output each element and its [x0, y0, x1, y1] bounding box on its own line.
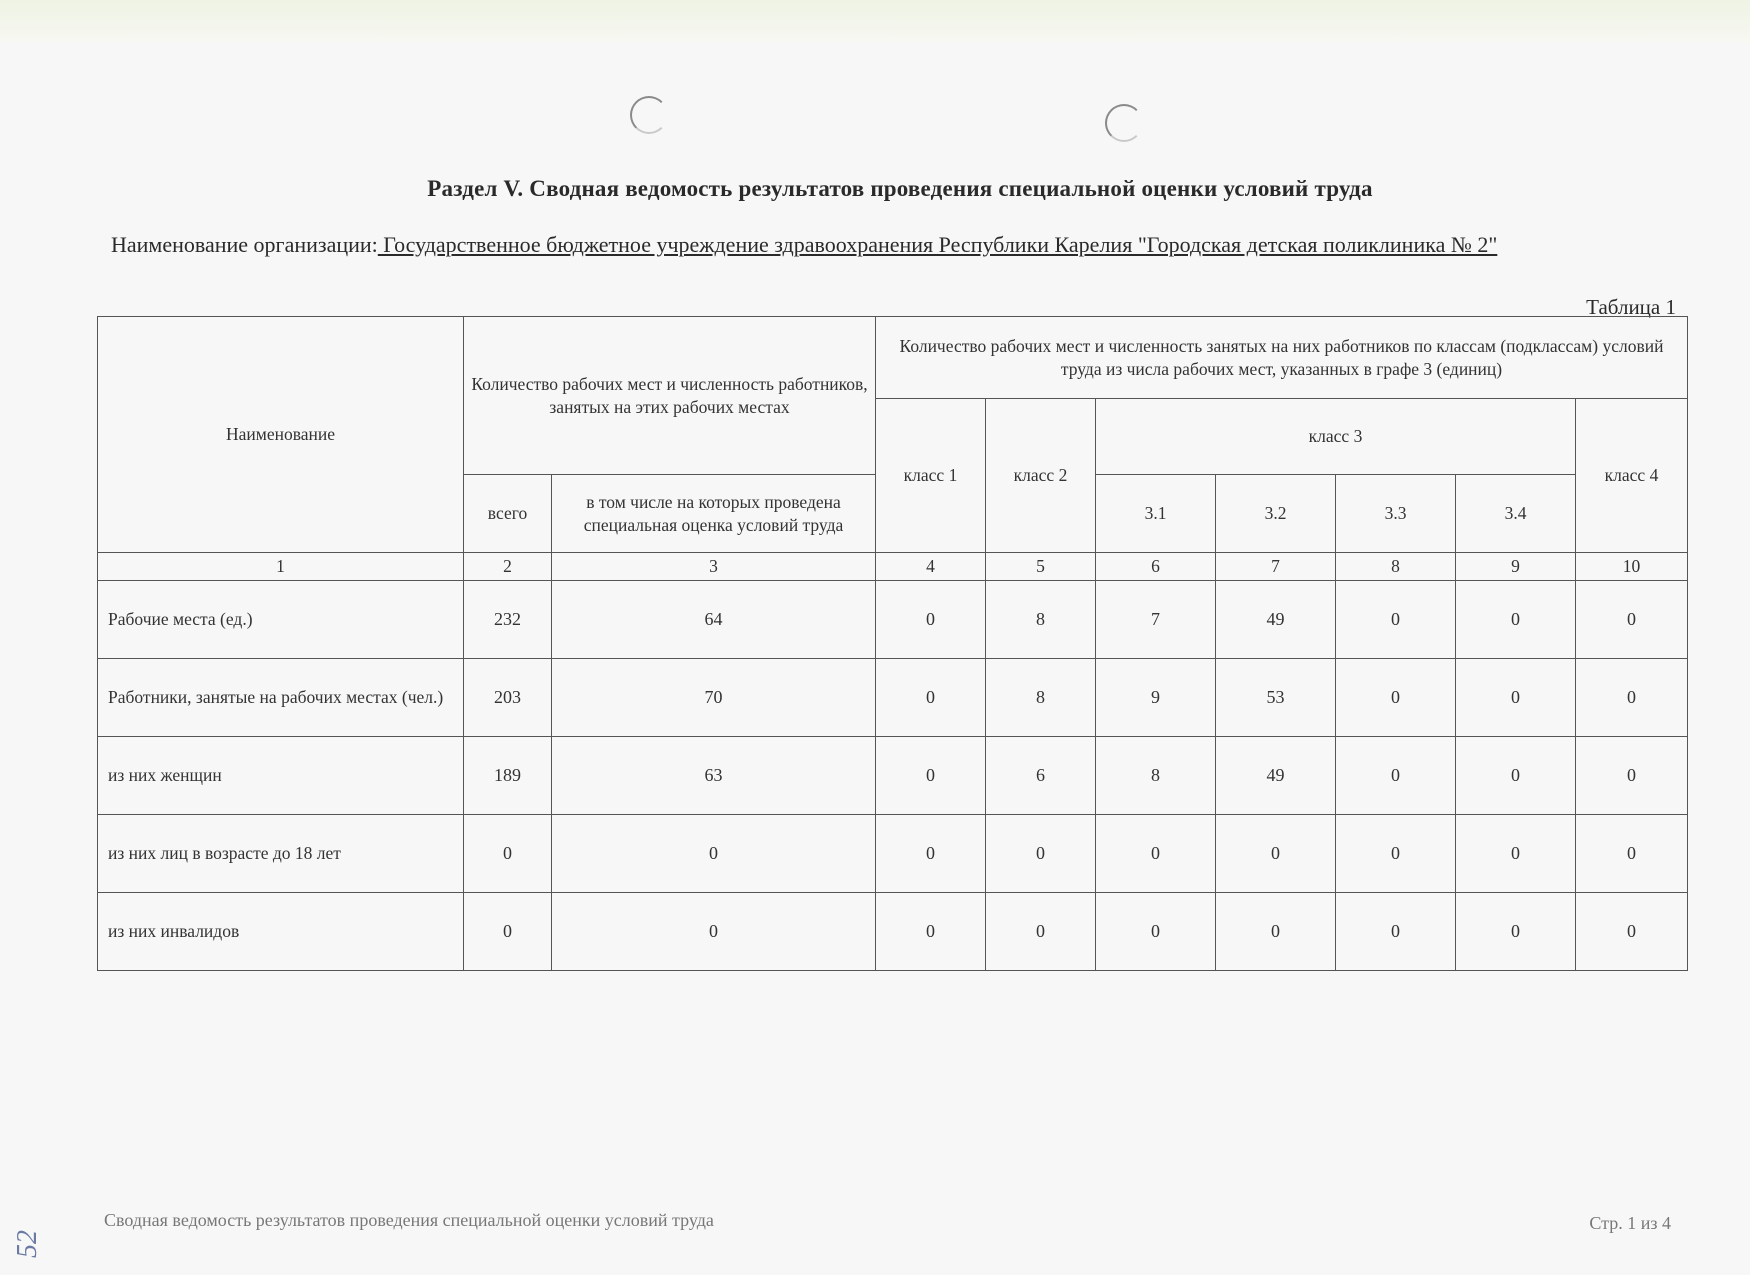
table-cell: 0	[1456, 814, 1576, 892]
column-number: 4	[876, 553, 986, 581]
header-workplaces-count: Количество рабочих мест и численность работников, занятых на этих рабочих местах	[464, 317, 876, 475]
table-cell: 0	[986, 892, 1096, 970]
table-cell: 8	[1096, 736, 1216, 814]
header-class-4: класс 4	[1576, 399, 1688, 553]
section-title: Раздел V. Сводная ведомость результатов проведения специальной оценки условий труда	[427, 176, 1373, 201]
header-class-3: класс 3	[1096, 399, 1576, 475]
header-by-classes: Количество рабочих мест и численность занятых на них работников по классам (подклассам) условий труда из числа рабочих мест, указанных в графе 3 (единиц)	[876, 317, 1688, 399]
column-number: 1	[98, 553, 464, 581]
table-cell: 0	[552, 814, 876, 892]
table-caption: Таблица 1	[1586, 295, 1676, 319]
table-cell: 0	[1456, 736, 1576, 814]
table-row	[98, 736, 1688, 814]
table-cell: 8	[986, 580, 1096, 658]
table-cell: 0	[1576, 580, 1688, 658]
punch-hole	[1105, 104, 1143, 142]
table-cell: 0	[1336, 580, 1456, 658]
table-cell: 0	[1456, 658, 1576, 736]
table-cell: 0	[1576, 736, 1688, 814]
table-cell: 0	[1576, 814, 1688, 892]
table-row	[98, 814, 1688, 892]
table-cell: 70	[552, 658, 876, 736]
table-cell: 0	[876, 892, 986, 970]
summary-table	[97, 316, 1688, 971]
header-subclass-3-2: 3.2	[1216, 475, 1336, 553]
organization-line	[111, 232, 1497, 258]
table-cell: 0	[876, 658, 986, 736]
table-cell: 63	[552, 736, 876, 814]
table-cell: 189	[464, 736, 552, 814]
table-row	[98, 658, 1688, 736]
header-subclass-3-1: 3.1	[1096, 475, 1216, 553]
column-number: 6	[1096, 553, 1216, 581]
table-cell: 53	[1216, 658, 1336, 736]
table-cell: 0	[1336, 892, 1456, 970]
punch-hole	[630, 96, 668, 134]
footer-document-title: Сводная ведомость результатов проведения специальной оценки условий труда	[104, 1210, 714, 1230]
column-number: 5	[986, 553, 1096, 581]
organization-name: Государственное бюджетное учреждение здравоохранения Республики Карелия "Городская детская поликлиника № 2"	[377, 232, 1498, 257]
table-cell: 6	[986, 736, 1096, 814]
table-cell: 0	[1336, 736, 1456, 814]
column-number: 7	[1216, 553, 1336, 581]
row-label: из них инвалидов	[98, 892, 464, 970]
row-label: Рабочие места (ед.)	[98, 580, 464, 658]
row-label: из них женщин	[98, 736, 464, 814]
table-cell: 0	[986, 814, 1096, 892]
table-cell: 0	[1096, 814, 1216, 892]
table-cell: 64	[552, 580, 876, 658]
scan-top-strip	[0, 0, 1750, 42]
table-cell: 0	[876, 580, 986, 658]
column-number: 2	[464, 553, 552, 581]
table-cell: 0	[464, 892, 552, 970]
table-cell: 0	[1456, 580, 1576, 658]
header-class-2: класс 2	[986, 399, 1096, 553]
table-cell: 232	[464, 580, 552, 658]
table-cell: 0	[1576, 892, 1688, 970]
table-cell: 0	[464, 814, 552, 892]
table-cell: 0	[1096, 892, 1216, 970]
row-label: из них лиц в возрасте до 18 лет	[98, 814, 464, 892]
handwritten-margin-note: 52	[12, 1230, 43, 1258]
header-assessed: в том числе на которых проведена специальная оценка условий труда	[552, 475, 876, 553]
table-cell: 0	[1456, 892, 1576, 970]
row-label: Работники, занятые на рабочих местах (чел.)	[98, 658, 464, 736]
table-cell: 9	[1096, 658, 1216, 736]
table-cell: 203	[464, 658, 552, 736]
header-class-1: класс 1	[876, 399, 986, 553]
table-cell: 0	[1216, 814, 1336, 892]
table-cell: 0	[1216, 892, 1336, 970]
organization-label: Наименование организации:	[111, 232, 378, 257]
column-number: 3	[552, 553, 876, 581]
header-subclass-3-3: 3.3	[1336, 475, 1456, 553]
table-cell: 49	[1216, 736, 1336, 814]
column-number: 9	[1456, 553, 1576, 581]
table-row	[98, 892, 1688, 970]
table-cell: 0	[1336, 814, 1456, 892]
header-subclass-3-4: 3.4	[1456, 475, 1576, 553]
table-cell: 49	[1216, 580, 1336, 658]
header-name: Наименование	[98, 317, 464, 553]
table-cell: 8	[986, 658, 1096, 736]
table-cell: 0	[876, 736, 986, 814]
table-cell: 0	[1336, 658, 1456, 736]
table-cell: 0	[552, 892, 876, 970]
header-total: всего	[464, 475, 552, 553]
page-number: Стр. 1 из 4	[1589, 1213, 1671, 1233]
column-number: 8	[1336, 553, 1456, 581]
table-row	[98, 580, 1688, 658]
table-cell: 0	[876, 814, 986, 892]
table-cell: 7	[1096, 580, 1216, 658]
column-number: 10	[1576, 553, 1688, 581]
table-cell: 0	[1576, 658, 1688, 736]
